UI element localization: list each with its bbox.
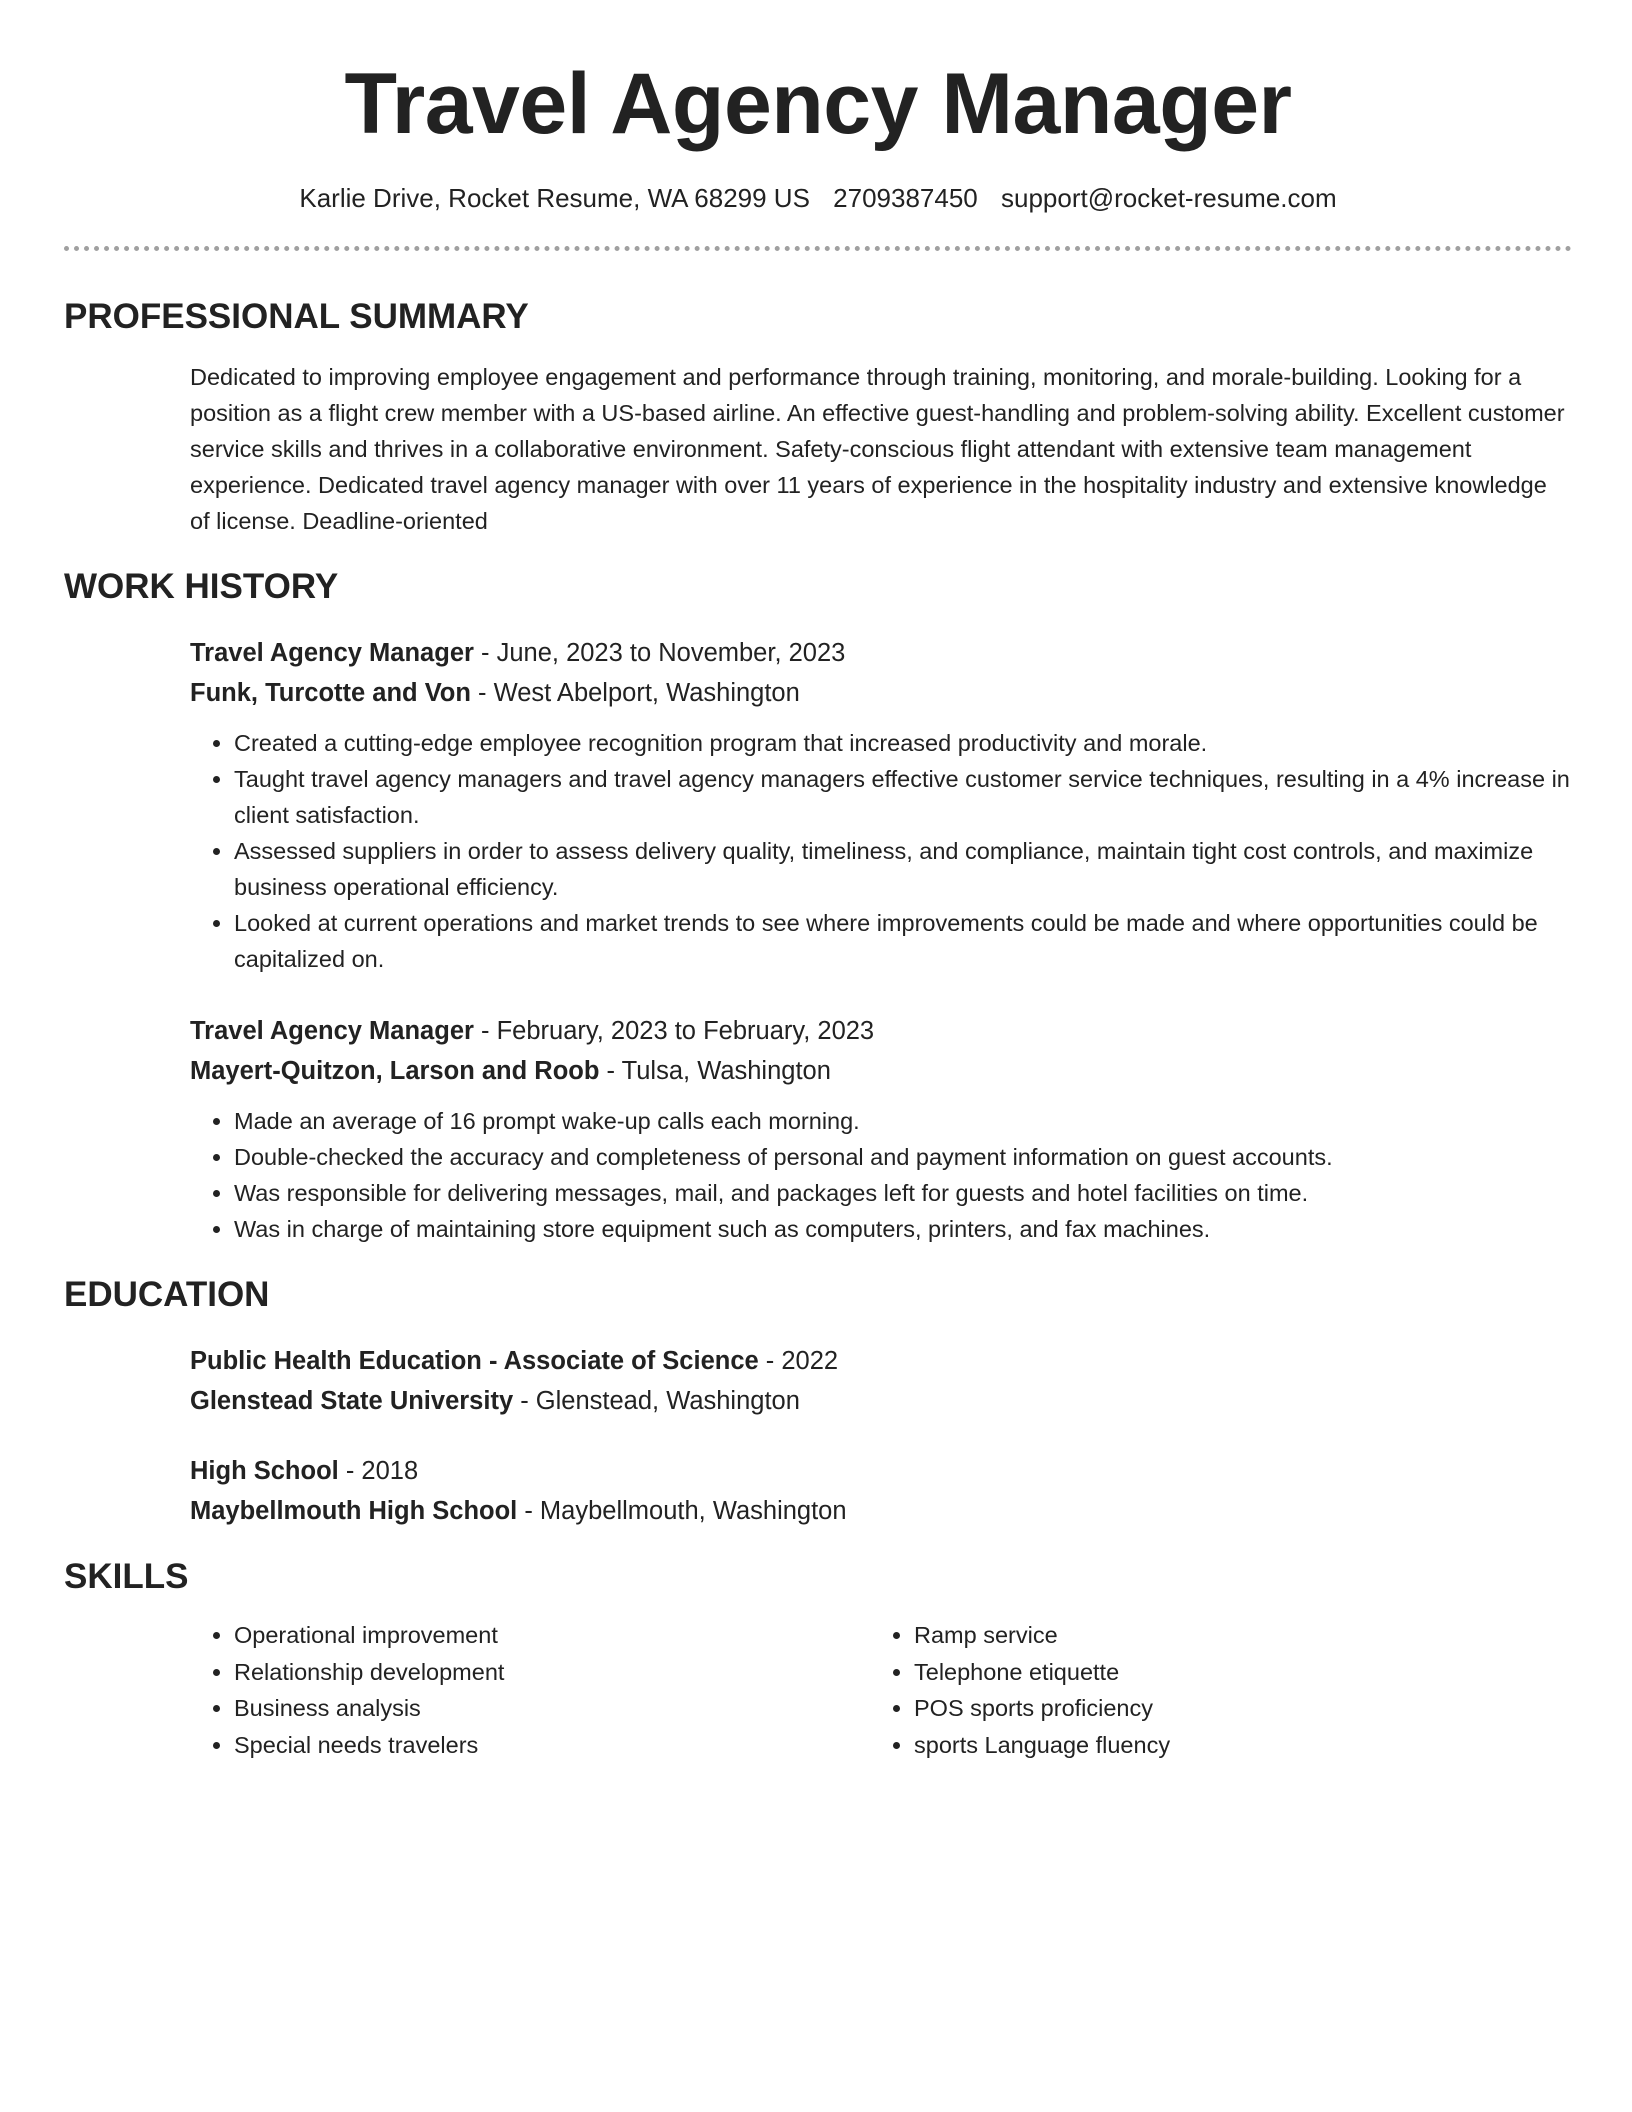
skills-column-left xyxy=(190,1617,870,1763)
job-role-line xyxy=(190,633,1572,673)
list-item: • Made an average of 16 prompt wake-up calls each morning. xyxy=(234,1103,1572,1139)
list-item: • Created a cutting-edge employee recognition program that increased productivity and morale. xyxy=(234,725,1572,761)
contact-phone: 2709387450 xyxy=(833,183,978,213)
list-item: • Telephone etiquette xyxy=(914,1654,1550,1691)
job-dates: - June, 2023 to November, 2023 xyxy=(473,639,846,667)
job-entry xyxy=(190,1011,1572,1247)
job-company: Mayert-Quitzon, Larson and Roob xyxy=(190,1057,600,1085)
job-company-line xyxy=(190,1051,1572,1091)
education-year: - 2018 xyxy=(338,1457,419,1485)
list-item: • Was responsible for delivering messages, mail, and packages left for guests and hotel facilities on time. xyxy=(234,1175,1572,1211)
education-location: - Glenstead, Washington xyxy=(513,1387,800,1415)
job-location: - West Abelport, Washington xyxy=(470,679,800,707)
section-title-summary: PROFESSIONAL SUMMARY xyxy=(64,297,529,336)
list-item: • Double-checked the accuracy and completeness of personal and payment information on guest accounts. xyxy=(234,1139,1572,1175)
education-school: Glenstead State University xyxy=(190,1387,514,1415)
education-degree-line xyxy=(190,1451,1572,1491)
list-item: • Relationship development xyxy=(234,1654,870,1691)
job-role: Travel Agency Manager xyxy=(190,639,474,667)
list-item: • Business analysis xyxy=(234,1690,870,1727)
list-item: • Ramp service xyxy=(914,1617,1550,1654)
list-item: • POS sports proficiency xyxy=(914,1690,1550,1727)
job-dates: - February, 2023 to February, 2023 xyxy=(473,1017,875,1045)
job-bullets xyxy=(190,725,1572,977)
header-divider xyxy=(64,246,1572,251)
education-school-line xyxy=(190,1491,1572,1531)
job-role-line xyxy=(190,1011,1572,1051)
section-title-education: EDUCATION xyxy=(64,1275,270,1314)
job-entry xyxy=(190,633,1572,977)
section-title-work-history: WORK HISTORY xyxy=(64,567,339,606)
education-entry xyxy=(190,1341,1572,1421)
list-item: • Assessed suppliers in order to assess delivery quality, timeliness, and compliance, maintain tight cost controls, and maximize business operational efficiency. xyxy=(234,833,1572,905)
education-degree: High School xyxy=(190,1457,339,1485)
section-title-skills: SKILLS xyxy=(64,1557,189,1596)
list-item: • Taught travel agency managers and travel agency managers effective customer service techniques, resulting in a 4% increase in client satisfaction. xyxy=(234,761,1572,833)
education-school-line xyxy=(190,1381,1572,1421)
list-item: • Special needs travelers xyxy=(234,1727,870,1764)
education-list xyxy=(190,1341,1572,1531)
education-degree-line xyxy=(190,1341,1572,1381)
education-degree: Public Health Education - Associate of Science xyxy=(190,1347,759,1375)
education-location: - Maybellmouth, Washington xyxy=(517,1497,847,1525)
education-entry xyxy=(190,1451,1572,1531)
resume-page xyxy=(64,0,1572,1763)
job-role: Travel Agency Manager xyxy=(190,1017,474,1045)
contact-email: support@rocket-resume.com xyxy=(1001,183,1337,213)
job-company-line xyxy=(190,673,1572,713)
list-item: • Looked at current operations and market trends to see where improvements could be made and where opportunities could be capitalized on. xyxy=(234,905,1572,977)
list-item: • sports Language fluency xyxy=(914,1727,1550,1764)
resume-name: Travel Agency Manager xyxy=(344,56,1292,152)
work-history xyxy=(190,633,1572,1247)
job-location: - Tulsa, Washington xyxy=(599,1057,831,1085)
summary-text: Dedicated to improving employee engagement and performance through training, monitoring, and morale-building. Looking for a position as a flight crew member with a US-based airline. An effective guest-handling and problem-solving ability. Excellent customer service skills and thrives in a collaborative environment. Safety-conscious flight attendant with extensive team management experience. Dedicated travel agency manager with over 11 years of experience in the hospitality industry and extensive knowledge of license. Deadline-oriented xyxy=(190,364,1565,534)
skills-grid xyxy=(190,1617,1572,1763)
list-item: • Operational improvement xyxy=(234,1617,870,1654)
list-item: • Was in charge of maintaining store equipment such as computers, printers, and fax machines. xyxy=(234,1211,1572,1247)
education-year: - 2022 xyxy=(758,1347,839,1375)
job-bullets xyxy=(190,1103,1572,1247)
contact-address: Karlie Drive, Rocket Resume, WA 68299 US xyxy=(299,183,810,213)
skills-column-right xyxy=(870,1617,1550,1763)
education-school: Maybellmouth High School xyxy=(190,1497,518,1525)
job-company: Funk, Turcotte and Von xyxy=(190,679,471,707)
contact-line xyxy=(64,180,1572,216)
